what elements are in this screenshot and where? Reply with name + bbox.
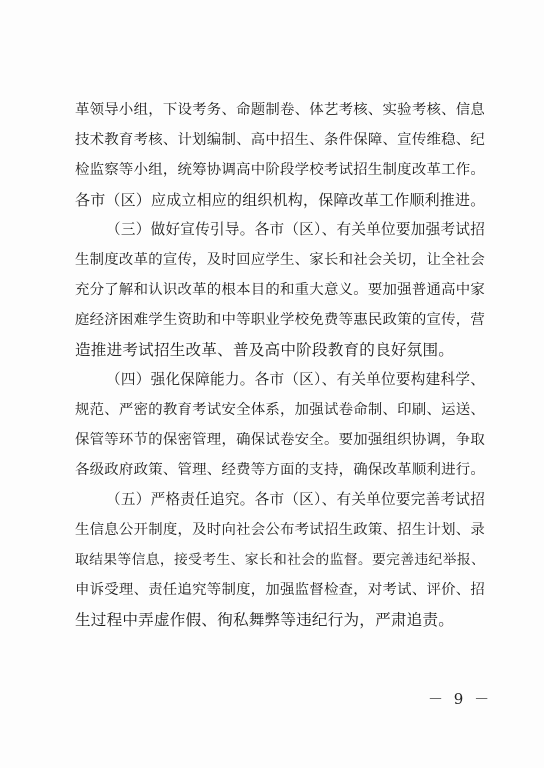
text-line: 申诉受理、责任追究等制度，加强监督检查，对考试、评价、招 [75,582,485,598]
text-line: 充分了解和认识改革的根本目的和重大意义。要加强普通高中家 [75,282,485,298]
text-line: 造推进考试招生改革、普及高中阶段教育的良好氛围。 [75,341,455,359]
text-line: 技术教育考核、计划编制、高中招生、条件保障、宣传维稳、纪 [75,132,485,148]
text-line: 生过程中弄虚作假、徇私舞弊等违纪行为，严肃追责。 [75,611,455,629]
text-line: 保管等环节的保密管理，确保试卷安全。要加强组织协调，争取 [75,432,485,448]
text-line: 各市（区）应成立相应的组织机构，保障改革工作顺利推进。 [75,191,486,209]
text-line: 生信息公开制度，及时向社会公布考试招生政策、招生计划、录 [75,522,485,538]
section-heading-line: （三）做好宣传引导。各市（区）、有关单位要加强考试招 [106,221,485,238]
text-line: 革领导小组，下设考务、命题制卷、体艺考核、实验考核、信息 [75,102,485,118]
section-heading-line: （四）强化保障能力。各市（区）、有关单位要构建科学、 [106,371,485,388]
section-heading-line: （五）严格责任追究。各市（区）、有关单位要完善考试招 [106,491,485,508]
text-line: 生制度改革的宣传，及时回应学生、家长和社会关切，让全社会 [75,252,485,268]
body-text [75,95,485,635]
page-number: － 9 － [428,690,493,708]
text-line: 检监察等小组，统筹协调高中阶段学校考试招生制度改革工作。 [75,162,485,178]
text-line: 庭经济困难学生资助和中等职业学校免费等惠民政策的宣传，营 [75,312,485,328]
text-line: 各级政府政策、管理、经费等方面的支持，确保改革顺利进行。 [75,462,485,478]
text-line: 取结果等信息，接受考生、家长和社会的监督。要完善违纪举报、 [75,552,485,568]
text-line: 规范、严密的教育考试安全体系，加强试卷命制、印刷、运送、 [75,402,485,418]
